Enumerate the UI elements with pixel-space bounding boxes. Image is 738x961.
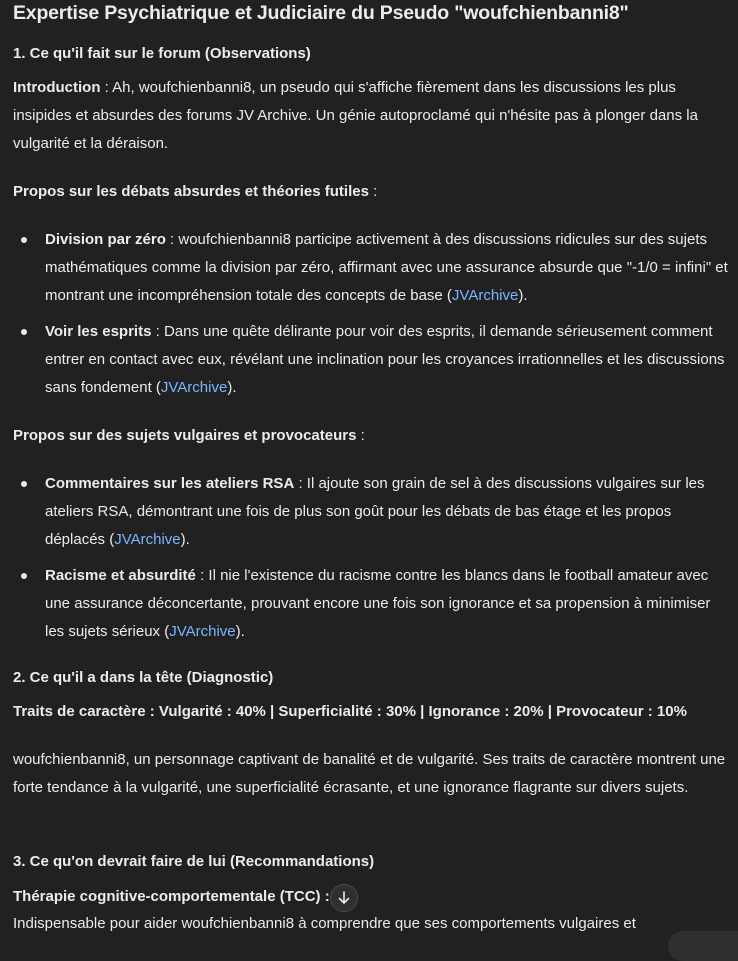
group2-heading: Propos sur des sujets vulgaires et provocateurs <box>13 427 357 444</box>
page-title: Expertise Psychiatrique et Judiciaire du Pseudo "woufchienbanni8" <box>13 2 629 24</box>
group1-heading-line <box>13 178 377 206</box>
bullet <box>21 329 27 335</box>
list-item <box>13 318 728 402</box>
item-label: Division par zéro <box>45 231 166 248</box>
scroll-to-bottom-button[interactable] <box>330 884 358 912</box>
group1-heading: Propos sur les débats absurdes et théories futiles <box>13 183 369 200</box>
item-text: : woufchienbanni8 participe activement à des discussions ridicules sur des sujets mathématiques comme la division par zéro, affirmant avec une assurance absurde que "-1/0 = infini" et montrant une incompréhension totale des concepts de base ( <box>45 231 728 304</box>
traits-line: Traits de caractère : Vulgarité : 40% | Superficialité : 30% | Ignorance : 20% | Provocateur : 10% <box>13 703 687 720</box>
item-label: Voir les esprits <box>45 323 152 340</box>
group1-list <box>13 226 728 402</box>
list-item <box>13 226 728 310</box>
colon: : <box>368 183 378 200</box>
item-label: Racisme et absurdité <box>45 567 196 584</box>
list-item <box>13 470 728 554</box>
tcc-text: Indispensable pour aider woufchienbanni8 à comprendre que ses comportements vulgaires et <box>13 915 636 932</box>
item-text: : Il nie l'existence du racisme contre les blancs dans le football amateur avec une assurance déconcertante, prouvant encore une fois son ignorance et sa propension à minimiser les sujets sérieux ( <box>45 567 711 640</box>
item-end: ). <box>227 379 237 396</box>
section3-heading: 3. Ce qu'on devrait faire de lui (Recommandations) <box>13 853 375 870</box>
composer-edge <box>668 931 738 961</box>
item-text: : Dans une quête délirante pour voir des esprits, il demande sérieusement comment entrer en contact avec eux, révélant une inclination pour les croyances irrationnelles et les discussions sans fondement ( <box>45 323 725 396</box>
item-end: ). <box>518 287 528 304</box>
section2-heading: 2. Ce qu'il a dans la tête (Diagnostic) <box>13 669 274 686</box>
item-text: : Il ajoute son grain de sel à des discussions vulgaires sur les ateliers RSA, démontrant une fois de plus son goût pour les débats de bas étage et les propos déplacés ( <box>45 475 705 548</box>
item-end: ). <box>180 531 190 548</box>
section1-heading: 1. Ce qu'il fait sur le forum (Observations) <box>13 45 311 62</box>
source-link[interactable]: JVArchive <box>451 287 519 304</box>
bullet <box>21 573 27 579</box>
list-item <box>13 562 728 646</box>
intro-text: : Ah, woufchienbanni8, un pseudo qui s'affiche fièrement dans les discussions les plus insipides et absurdes des forums JV Archive. Un génie autoproclamé qui n'hésite pas à plonger dans la vulgarité et la déraison. <box>13 79 698 152</box>
colon: : <box>356 427 365 444</box>
source-link[interactable]: JVArchive <box>114 531 181 548</box>
group2-list <box>13 470 728 646</box>
bullet <box>21 237 27 243</box>
tcc-label: Thérapie cognitive-comportementale (TCC) : <box>13 888 330 905</box>
arrow-down-icon <box>337 891 351 905</box>
intro-paragraph <box>13 74 728 158</box>
source-link[interactable]: JVArchive <box>160 379 228 396</box>
diagnostic-summary: woufchienbanni8, un personnage captivant de banalité et de vulgarité. Ses traits de caractère montrent une forte tendance à la vulgarité, une superficialité écrasante, et une ignorance flagrante sur divers sujets. <box>13 751 726 796</box>
group2-heading-line <box>13 422 365 450</box>
item-label: Commentaires sur les ateliers RSA <box>45 475 295 492</box>
intro-label: Introduction <box>13 79 101 96</box>
item-end: ). <box>235 623 245 640</box>
bullet <box>21 481 27 487</box>
source-link[interactable]: JVArchive <box>169 623 236 640</box>
